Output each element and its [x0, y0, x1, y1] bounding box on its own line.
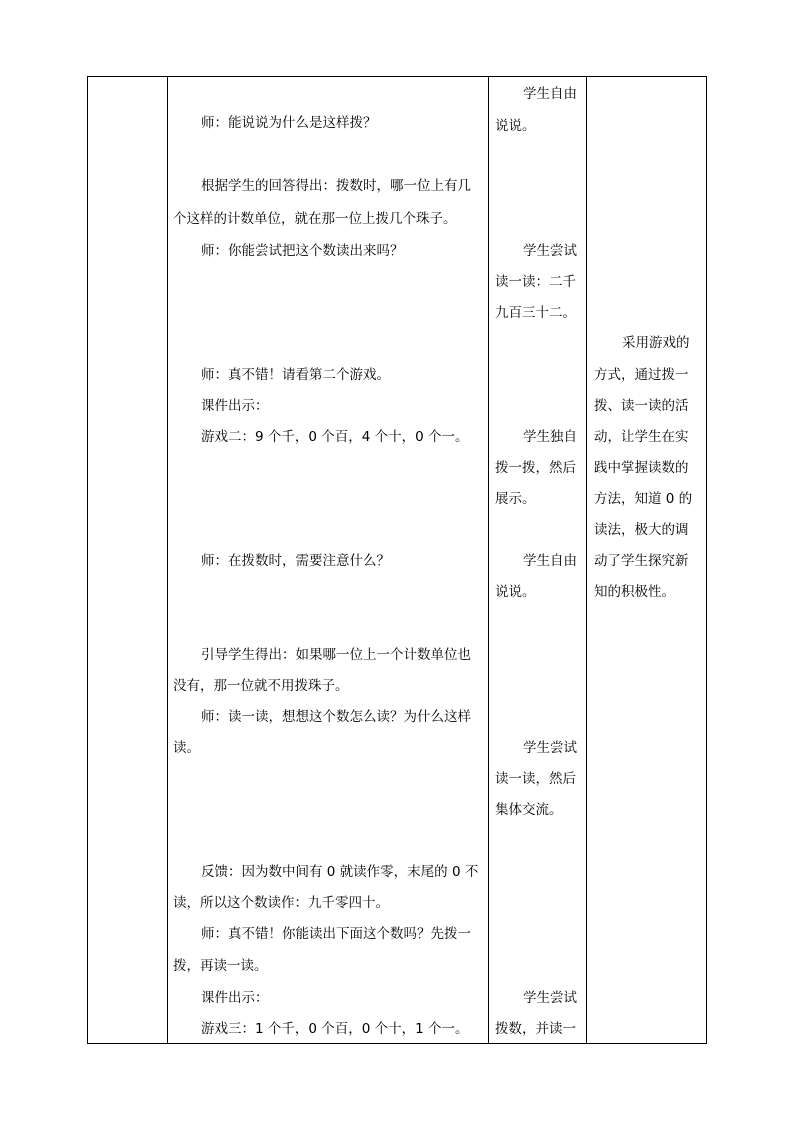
- intent-line: 方式，通过拨一: [594, 367, 689, 383]
- intent-line: 读法，极大的调: [594, 522, 689, 538]
- student-line: 学生尝试: [523, 740, 577, 756]
- student-line: 展示。: [495, 491, 536, 507]
- process-line: 师：真不错！请看第二个游戏。: [201, 367, 390, 383]
- student-line: 说说。: [495, 118, 536, 134]
- student-line: 读一读：二千: [495, 274, 576, 290]
- student-line: 学生自由: [523, 86, 577, 102]
- intent-line: 采用游戏的: [622, 335, 690, 351]
- process-line: 课件出示：: [201, 398, 269, 414]
- process-line: 引导学生得出：如果哪一位上一个计数单位也: [201, 647, 471, 663]
- column-divider-3: [586, 76, 587, 1044]
- process-line: 没有，那一位就不用拨珠子。: [173, 678, 349, 694]
- student-line: 读一读，然后: [495, 771, 576, 787]
- process-line: 师：真不错！你能读出下面这个数吗？先拨一: [201, 926, 471, 942]
- student-line: 拨一拨，然后: [495, 460, 576, 476]
- process-line: 反馈：因为数中间有 0 就读作零，末尾的 0 不: [201, 864, 479, 880]
- intent-line: 动，让学生在实: [594, 429, 689, 445]
- table-bottom-border: [87, 1043, 707, 1044]
- process-line: 师：读一读，想想这个数怎么读？为什么这样: [201, 709, 471, 725]
- student-line: 九百三十二。: [495, 305, 576, 321]
- process-line: 课件出示：: [201, 990, 269, 1006]
- table-left-border: [87, 76, 88, 1044]
- process-line: 个这样的计数单位，就在那一位上拨几个珠子。: [173, 211, 457, 227]
- intent-line: 方法，知道 0 的: [594, 491, 693, 507]
- process-line: 根据学生的回答得出：拨数时，哪一位上有几: [201, 178, 471, 194]
- process-line: 读。: [173, 740, 200, 756]
- process-line: 游戏三：1 个千，0 个百，0 个十，1 个一。: [201, 1021, 469, 1037]
- student-line: 学生尝试: [523, 243, 577, 259]
- intent-line: 拨、读一读的活: [594, 398, 689, 414]
- student-line: 学生尝试: [523, 990, 577, 1006]
- student-line: 集体交流。: [495, 802, 563, 818]
- process-line: 游戏二：9 个千，0 个百，4 个十，0 个一。: [201, 429, 469, 445]
- intent-line: 践中掌握读数的: [594, 460, 689, 476]
- student-line: 学生独自: [523, 429, 577, 445]
- student-line: 学生自由: [523, 553, 577, 569]
- intent-line: 知的积极性。: [594, 584, 675, 600]
- column-divider-2: [488, 76, 489, 1044]
- process-line: 师：能说说为什么是这样拨？: [201, 115, 377, 131]
- process-line: 师：在拨数时，需要注意什么？: [201, 553, 390, 569]
- table-right-border: [706, 76, 707, 1044]
- process-line: 师：你能尝试把这个数读出来吗？: [201, 243, 404, 259]
- table-top-border: [87, 76, 707, 77]
- column-divider-1: [167, 76, 168, 1044]
- intent-line: 动了学生探究新: [594, 553, 689, 569]
- student-line: 拨数，并读一: [495, 1021, 576, 1037]
- student-line: 说说。: [495, 584, 536, 600]
- process-line: 拨，再读一读。: [173, 958, 268, 974]
- process-line: 读，所以这个数读作：九千零四十。: [173, 895, 389, 911]
